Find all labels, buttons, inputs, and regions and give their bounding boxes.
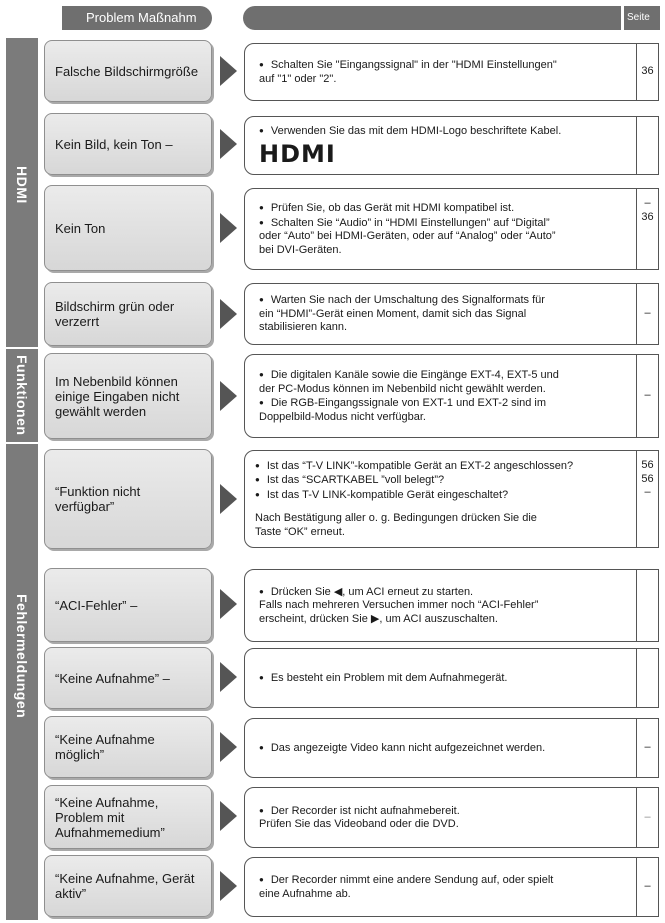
- measure-line: stabilisieren kann.: [259, 321, 348, 334]
- problem-row-8: [44, 647, 212, 709]
- problem-text: “Keine Aufnahme” –: [55, 670, 170, 686]
- section-hdmi-label: HDMI: [14, 166, 30, 204]
- measure-line: eine Aufnahme ab.: [259, 887, 351, 900]
- problem-row-11: [44, 855, 212, 917]
- problem-text: Bildschirm grün oder verzerrt: [55, 299, 175, 329]
- hdmi-logo-icon: HDMI: [259, 139, 336, 168]
- page-ref: –: [644, 197, 651, 209]
- problem-text: “Keine Aufnahme, Problem mit Aufnahmemedium”: [55, 794, 165, 840]
- page-ref: 36: [641, 210, 654, 223]
- arrow-icon: [220, 129, 237, 159]
- measure-line: ● Schalten Sie "Eingangssignal" in der "HDMI Einstellungen": [259, 58, 626, 73]
- measure-line: ● Ist das “T-V LINK”-kompatible Gerät an EXT-2 angeschlossen?: [255, 459, 626, 474]
- measure-line: ● Der Recorder ist nicht aufnahmebereit.: [259, 804, 626, 819]
- problem-row-6: [44, 449, 212, 549]
- problem-text: Kein Ton: [55, 220, 106, 236]
- section-fehlermeldungen: [6, 444, 38, 920]
- problem-text: “Keine Aufnahme möglich”: [55, 732, 155, 762]
- arrow-icon: [220, 732, 237, 762]
- section-hdmi: [6, 38, 38, 347]
- measure-line: Prüfen Sie das Videoband oder die DVD.: [259, 818, 459, 830]
- problem-text: Falsche Bildschirmgröße: [55, 63, 199, 79]
- arrow-icon: [220, 299, 237, 329]
- measure-line: erscheint, drücken Sie ▶, um ACI auszuschalten.: [259, 612, 498, 625]
- arrow-icon: [220, 484, 237, 514]
- problem-text: “ACI-Fehler” –: [55, 597, 138, 613]
- measure-line: ● Die digitalen Kanäle sowie die Eingänge EXT-4, EXT-5 und: [259, 368, 626, 383]
- page-ref: 56: [641, 459, 654, 471]
- section-funktionen-label: Funktionen: [14, 355, 30, 436]
- problem-text: Im Nebenbild können einige Eingaben nicht gewählt werden: [55, 373, 180, 419]
- measure-line: ein “HDMI”-Gerät einen Moment, damit sich das Signal: [259, 307, 527, 320]
- problem-row-5: [44, 353, 212, 439]
- measure-row-6: [244, 450, 659, 548]
- measure-row-11: [244, 857, 659, 917]
- problem-row-9: [44, 716, 212, 778]
- problem-row-2: [44, 113, 212, 175]
- header-page-tab: [624, 6, 660, 30]
- measure-line: ● Warten Sie nach der Umschaltung des Signalformats für: [259, 293, 626, 308]
- page-ref: –: [644, 389, 651, 402]
- problem-row-7: [44, 568, 212, 642]
- measure-line: bei DVI-Geräten.: [259, 243, 342, 256]
- page-ref: –: [644, 741, 651, 754]
- page-ref: –: [644, 486, 651, 498]
- measure-line: ● Prüfen Sie, ob das Gerät mit HDMI kompatibel ist.: [259, 201, 626, 216]
- measure-line: ● Schalten Sie “Audio” in “HDMI Einstellungen” auf “Digital”: [259, 216, 626, 231]
- arrow-icon: [220, 662, 237, 692]
- problem-row-3: [44, 185, 212, 271]
- header-page-label: Seite: [627, 12, 650, 23]
- problem-text: Kein Bild, kein Ton –: [55, 136, 173, 152]
- measure-row-5: [244, 354, 659, 438]
- measure-row-10: [244, 787, 659, 848]
- measure-line: ● Drücken Sie ◀, um ACI erneut zu starten.: [259, 585, 626, 600]
- arrow-icon: [220, 213, 237, 243]
- measure-line: ● Ist das “SCARTKABEL ”voll belegt”?: [255, 473, 626, 488]
- measure-line: ● Ist das T-V LINK-kompatible Gerät eingeschaltet?: [255, 488, 626, 503]
- section-fehlermeldungen-label: Fehlermeldungen: [14, 594, 30, 719]
- header-measure-tab: [243, 6, 621, 30]
- measure-row-2: [244, 116, 659, 175]
- problem-row-1: [44, 40, 212, 102]
- measure-line: der PC-Modus können im Nebenbild nicht gewählt werden.: [259, 382, 546, 395]
- page-ref: –: [644, 307, 651, 320]
- measure-row-7: [244, 569, 659, 642]
- header-problem-label: Problem Maßnahm: [86, 10, 197, 25]
- arrow-icon: [220, 589, 237, 619]
- arrow-icon: [220, 801, 237, 831]
- section-funktionen: [6, 349, 38, 442]
- measure-line: oder “Auto” bei HDMI-Geräten, oder auf “Analog” oder “Auto”: [259, 230, 556, 242]
- measure-row-4: [244, 283, 659, 345]
- measure-row-3: [244, 188, 659, 270]
- page-ref: 36: [641, 65, 654, 78]
- page-ref: –: [644, 880, 651, 893]
- measure-row-1: [244, 43, 659, 101]
- measure-line: ● Das angezeigte Video kann nicht aufgezeichnet werden.: [259, 741, 626, 756]
- problem-row-10: [44, 785, 212, 849]
- problem-text: “Funktion nicht verfügbar”: [55, 484, 141, 514]
- page-ref: –: [644, 810, 651, 823]
- measure-line: Falls nach mehreren Versuchen immer noch “ACI-Fehler”: [259, 599, 539, 612]
- measure-line: Nach Bestätigung aller o. g. Bedingungen drücken Sie die: [255, 512, 537, 525]
- page-ref: 56: [641, 472, 654, 485]
- measure-line: ● Der Recorder nimmt eine andere Sendung auf, oder spielt: [259, 873, 626, 888]
- measure-row-9: [244, 718, 659, 778]
- measure-line: ● Es besteht ein Problem mit dem Aufnahmegerät.: [259, 671, 626, 686]
- problem-text: “Keine Aufnahme, Gerät aktiv”: [55, 871, 195, 901]
- problem-row-4: [44, 282, 212, 346]
- arrow-icon: [220, 381, 237, 411]
- measure-line: Doppelbild-Modus nicht verfügbar.: [259, 410, 426, 423]
- measure-line: auf "1" oder "2".: [259, 72, 337, 85]
- measure-row-8: [244, 648, 659, 708]
- measure-line: ● Verwenden Sie das mit dem HDMI-Logo beschriftete Kabel.: [259, 124, 626, 139]
- measure-line: Taste “OK” erneut.: [255, 525, 345, 538]
- measure-line: ● Die RGB-Eingangssignale von EXT-1 und EXT-2 sind im: [259, 396, 626, 411]
- header-problem-tab: [62, 6, 212, 30]
- arrow-icon: [220, 56, 237, 86]
- arrow-icon: [220, 871, 237, 901]
